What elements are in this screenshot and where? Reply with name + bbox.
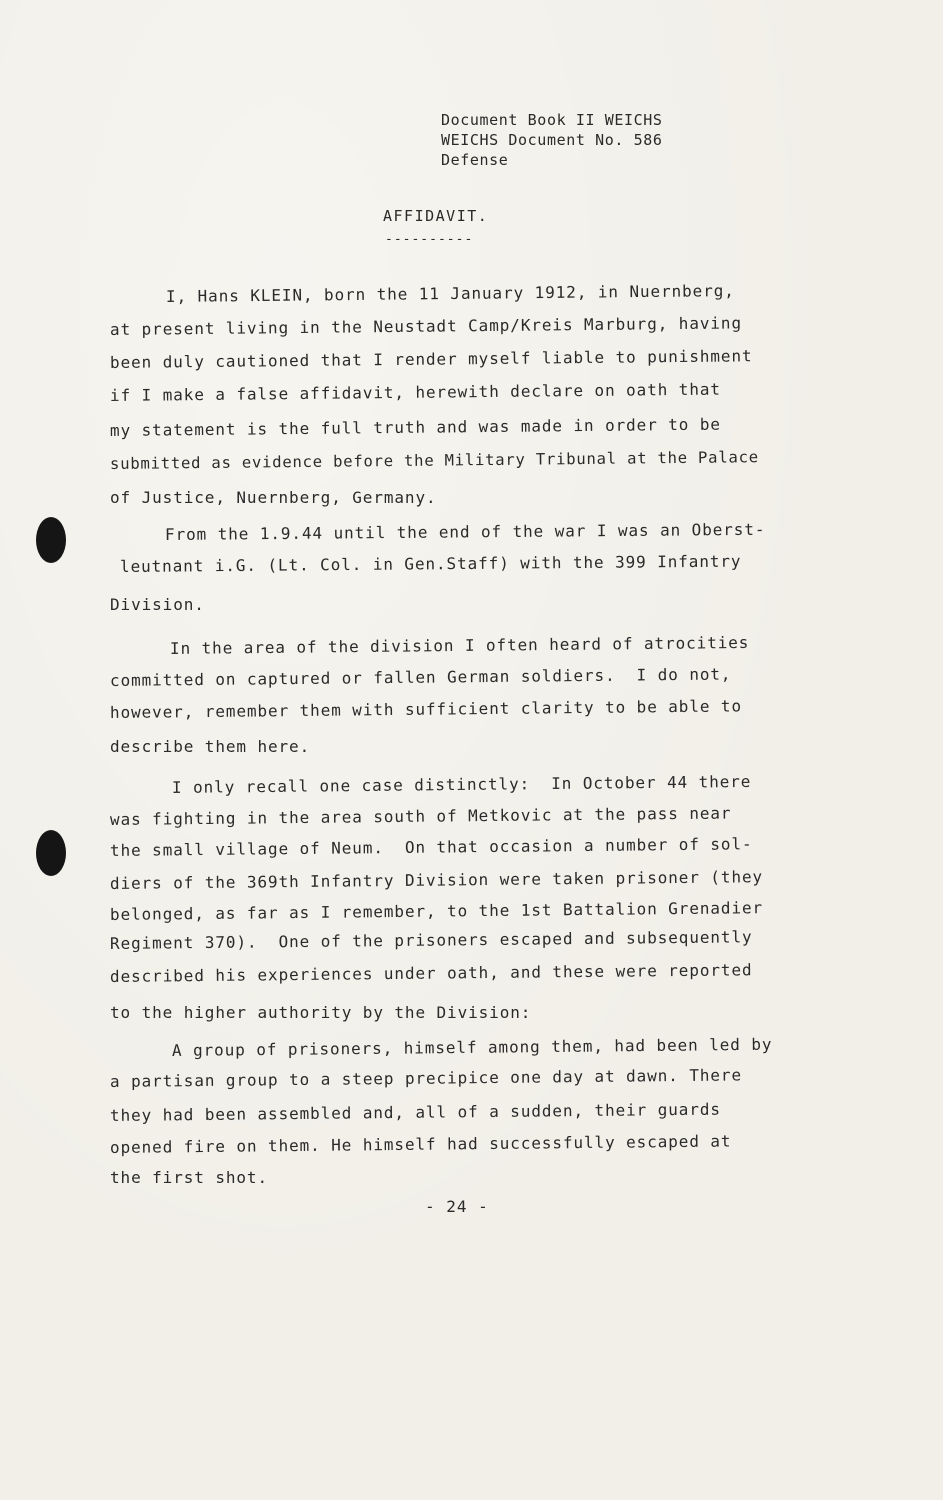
- paragraph-4-line: diers of the 369th Infantry Division were taken prisoner (they: [109, 867, 764, 893]
- paragraph-4-line: described his experiences under oath, and these were reported: [109, 960, 753, 986]
- paragraph-1-line: submitted as evidence before the Military Tribunal at the Palace: [109, 448, 759, 473]
- punch-hole-bottom: [36, 830, 66, 876]
- paragraph-4-line: the small village of Neum. On that occasion a number of sol-: [109, 834, 753, 860]
- paragraph-1-line: I, Hans KLEIN, born the 11 January 1912, in Nuernberg,: [165, 281, 735, 306]
- paragraph-2-line: leutnant i.G. (Lt. Col. in Gen.Staff) with the 399 Infantry: [119, 551, 742, 576]
- paragraph-5-line: a partisan group to a steep precipice one day at dawn. There: [109, 1065, 743, 1091]
- paragraph-5-line: the first shot.: [110, 1168, 268, 1187]
- paragraph-4-line: belonged, as far as I remember, to the 1st Battalion Grenadier: [109, 898, 764, 924]
- paragraph-1-line: if I make a false affidavit, herewith declare on oath that: [109, 379, 721, 405]
- page-number: - 24 -: [425, 1197, 489, 1216]
- header-line-3: Defense: [441, 151, 509, 169]
- paragraph-3-line: describe them here.: [110, 737, 311, 756]
- paragraph-4-line: Regiment 370). One of the prisoners escaped and subsequently: [109, 927, 753, 953]
- paragraph-2-line: Division.: [110, 595, 205, 614]
- document-title: AFFIDAVIT.: [383, 207, 489, 225]
- paragraph-1-line: been duly cautioned that I render myself liable to punishment: [109, 346, 753, 372]
- paragraph-3-line: In the area of the division I often heard of atrocities: [169, 632, 750, 658]
- paragraph-5-line: they had been assembled and, all of a sudden, their guards: [109, 1099, 721, 1125]
- paragraph-3-line: however, remember them with sufficient clarity to be able to: [109, 696, 743, 722]
- punch-hole-top: [36, 517, 66, 563]
- paragraph-1-line: of Justice, Nuernberg, Germany.: [110, 488, 437, 507]
- header-line-2: WEICHS Document No. 586: [441, 131, 663, 149]
- header-line-1: Document Book II WEICHS: [441, 111, 663, 129]
- paragraph-1-line: my statement is the full truth and was made in order to be: [109, 414, 721, 440]
- paragraph-4-line: to the higher authority by the Division:: [110, 1003, 532, 1022]
- paragraph-4-line: I only recall one case distinctly: In October 44 there: [171, 771, 752, 797]
- document-header: [441, 110, 663, 170]
- paragraph-2-line: From the 1.9.44 until the end of the war I was an Oberst-: [164, 519, 766, 544]
- paragraph-5-line: opened fire on them. He himself had successfully escaped at: [109, 1131, 732, 1157]
- paragraph-4-line: was fighting in the area south of Metkovic at the pass near: [109, 803, 732, 829]
- paragraph-1-line: at present living in the Neustadt Camp/Kreis Marburg, having: [109, 313, 743, 339]
- paragraph-5-line: A group of prisoners, himself among them, had been led by: [171, 1034, 773, 1060]
- paragraph-3-line: committed on captured or fallen German soldiers. I do not,: [109, 664, 732, 690]
- title-underline: ----------: [385, 232, 474, 247]
